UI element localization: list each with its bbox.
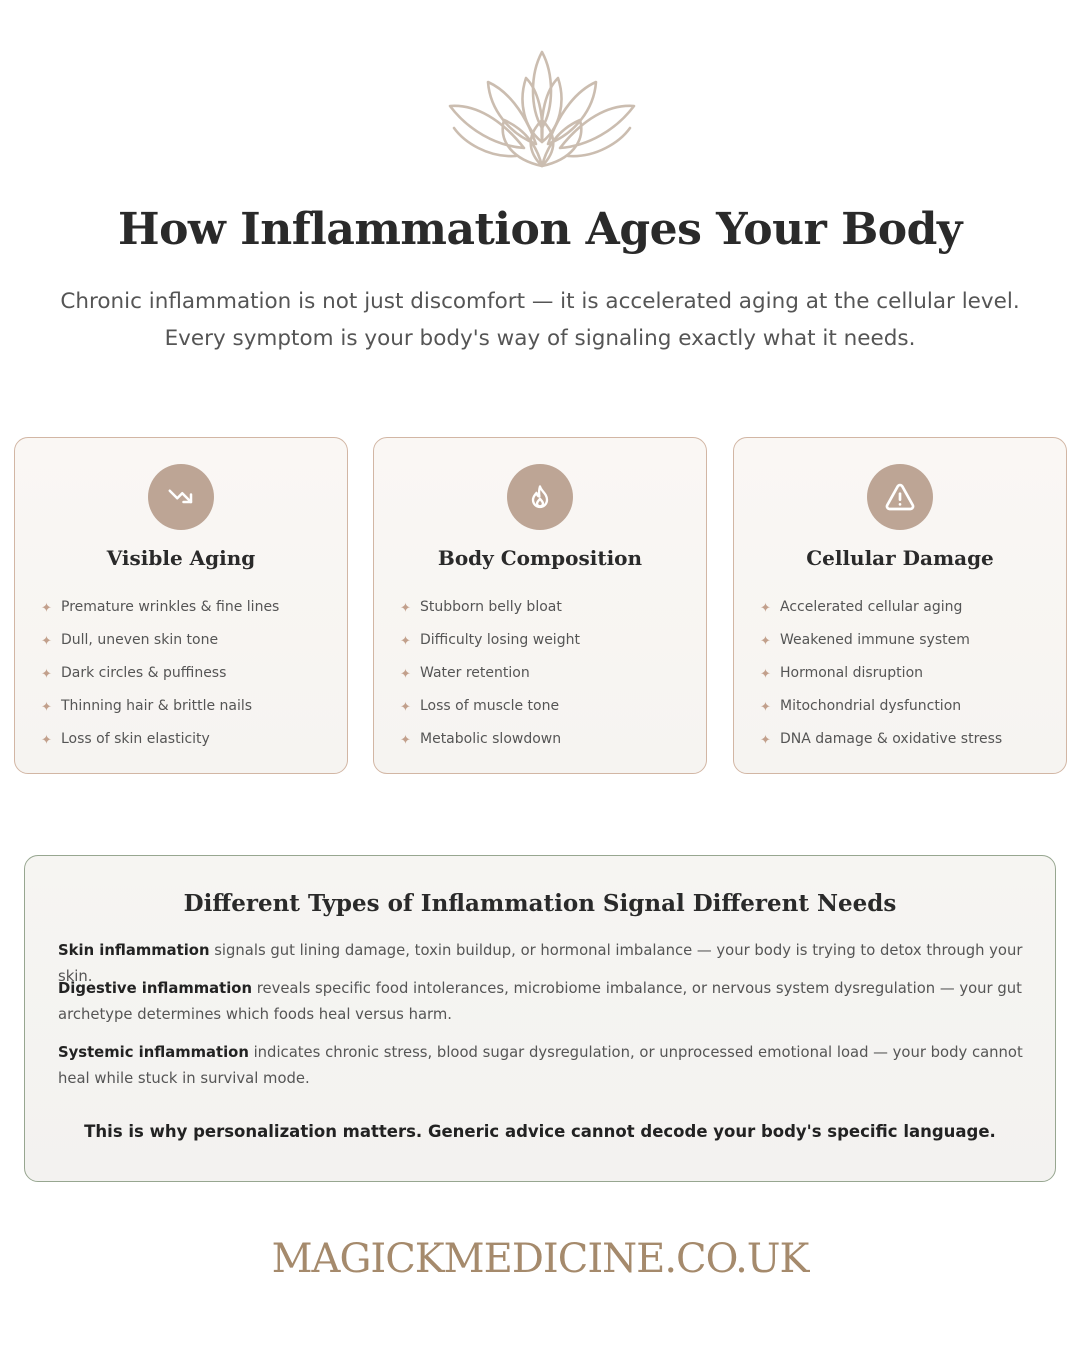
- symptom-list: [400, 590, 580, 755]
- list-item: ✦ Metabolic slowdown: [400, 730, 562, 748]
- sparkle-icon: ✦: [41, 601, 52, 616]
- sparkle-icon: ✦: [41, 700, 52, 715]
- paragraph-label: Systemic inflammation: [58, 1044, 249, 1061]
- sparkle-icon: ✦: [760, 667, 771, 682]
- sparkle-icon: ✦: [41, 733, 52, 748]
- sparkle-icon: ✦: [400, 634, 411, 649]
- flame-icon: [507, 464, 573, 530]
- list-item: ✦ Difficulty losing weight: [400, 631, 580, 649]
- list-item: ✦ Mitochondrial dysfunction: [760, 697, 962, 715]
- sparkle-icon: ✦: [400, 601, 411, 616]
- intro-text: Chronic inflammation is not just discomfort — it is accelerated aging at the cellular level. Every symptom is your body's way of signaling exactly what it needs.: [60, 289, 1020, 351]
- page-title: How Inflammation Ages Your Body: [118, 204, 962, 255]
- sparkle-icon: ✦: [760, 601, 771, 616]
- paragraph-text: reveals specific food intolerances, microbiome imbalance, or nervous system dysregulation — your gut archetype determines which foods heal versus harm.: [58, 980, 1022, 1023]
- sparkle-icon: ✦: [400, 733, 411, 748]
- systemic-inflammation-paragraph: [58, 1040, 1028, 1092]
- sparkle-icon: ✦: [400, 667, 411, 682]
- list-item: ✦ Dark circles & puffiness: [41, 664, 227, 682]
- inflammation-types-panel: [24, 855, 1056, 1182]
- list-item: ✦ Loss of skin elasticity: [41, 730, 210, 748]
- paragraph-label: Digestive inflammation: [58, 980, 252, 997]
- card-title: Body Composition: [437, 546, 643, 570]
- panel-title: Different Types of Inflammation Signal Different Needs: [183, 890, 897, 917]
- sparkle-icon: ✦: [760, 634, 771, 649]
- list-item: ✦ Hormonal disruption: [760, 664, 924, 682]
- sparkle-icon: ✦: [760, 700, 771, 715]
- list-item: ✦ Dull, uneven skin tone: [41, 631, 219, 649]
- list-item: ✦ Accelerated cellular aging: [760, 598, 963, 616]
- list-item: ✦ Thinning hair & brittle nails: [41, 697, 253, 715]
- sparkle-icon: ✦: [400, 700, 411, 715]
- sparkle-icon: ✦: [760, 733, 771, 748]
- list-item: ✦ Water retention: [400, 664, 530, 682]
- sparkle-icon: ✦: [41, 667, 52, 682]
- card-title: Cellular Damage: [806, 546, 994, 570]
- warning-triangle-icon: [867, 464, 933, 530]
- paragraph-text: indicates chronic stress, blood sugar dysregulation, or unprocessed emotional load — your body cannot heal while stuck in survival mode.: [58, 1044, 1023, 1087]
- card-cellular-damage: [733, 437, 1067, 774]
- closing-statement: This is why personalization matters. Generic advice cannot decode your body's specific language.: [84, 1122, 996, 1141]
- list-item: ✦ Stubborn belly bloat: [400, 598, 562, 616]
- lotus-icon: [444, 24, 640, 172]
- list-item: ✦ DNA damage & oxidative stress: [760, 730, 1003, 748]
- card-visible-aging: [14, 437, 348, 774]
- list-item: ✦ Loss of muscle tone: [400, 697, 560, 715]
- list-item: ✦ Weakened immune system: [760, 631, 970, 649]
- sparkle-icon: ✦: [41, 634, 52, 649]
- paragraph-label: Skin inflammation: [58, 942, 210, 959]
- symptom-list: [760, 590, 1002, 755]
- card-title: Visible Aging: [106, 546, 256, 570]
- brand-wordmark: MAGICKMEDICINE.CO.UK: [271, 1236, 809, 1282]
- symptom-list: [41, 590, 279, 755]
- paragraph-text: signals gut lining damage, toxin buildup, or hormonal imbalance — your body is trying to detox through your skin.: [58, 942, 1023, 985]
- trending-down-icon: [148, 464, 214, 530]
- digestive-inflammation-paragraph: [58, 976, 1028, 1028]
- card-body-composition: [373, 437, 707, 774]
- list-item: ✦ Premature wrinkles & fine lines: [41, 598, 280, 616]
